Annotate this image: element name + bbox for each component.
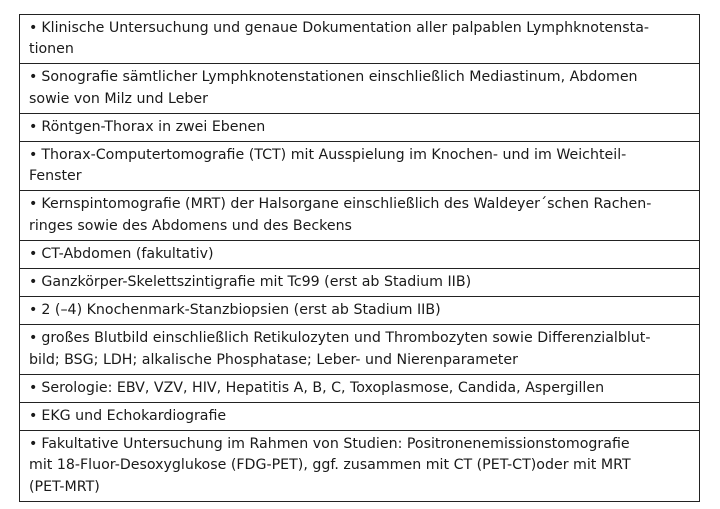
bullet: • bbox=[29, 245, 38, 262]
bullet: • bbox=[29, 147, 38, 164]
table-row bbox=[20, 403, 699, 431]
table-row bbox=[20, 64, 699, 113]
row-text: Serologie: EBV, VZV, HIV, Hepatitis A, B, C, Toxoplasmose, Candida, Aspergillen bbox=[41, 379, 605, 396]
row-text: EKG und Echokardiografie bbox=[41, 408, 227, 425]
row-text: CT-Abdomen (fakultativ) bbox=[41, 245, 214, 262]
table-row bbox=[20, 297, 699, 325]
table-row bbox=[20, 325, 699, 374]
table-row bbox=[20, 114, 699, 142]
row-text: 2 (–4) Knochenmark-Stanzbiopsien (erst ab Stadium IIB) bbox=[41, 302, 441, 319]
table-row bbox=[20, 375, 699, 403]
bullet: • bbox=[29, 20, 38, 36]
bullet: • bbox=[29, 274, 38, 291]
row-text: Klinische Untersuchung und genaue Dokumentation aller palpablen Lymphknotensta- tionen bbox=[29, 20, 650, 58]
bullet: • bbox=[29, 118, 38, 135]
bullet: • bbox=[29, 330, 38, 347]
row-text: Sonografie sämtlicher Lymphknotenstationen einschließlich Mediastinum, Abdomen sowie von Milz und Leber bbox=[29, 69, 638, 107]
row-text: Ganzkörper-Skelettszintigrafie mit Tc99 (erst ab Stadium IIB) bbox=[41, 274, 472, 291]
row-text: Röntgen-Thorax in zwei Ebenen bbox=[41, 118, 266, 135]
table-row bbox=[20, 269, 699, 297]
bullet: • bbox=[29, 69, 38, 86]
row-text: großes Blutbild einschließlich Retikulozyten und Thrombozyten sowie Differenzialblut- bild; BSG; LDH; alkalische Phosphatase; Leber- und Nierenparameter bbox=[29, 330, 651, 368]
diagnostics-table bbox=[19, 14, 700, 502]
table-row bbox=[20, 142, 699, 191]
bullet: • bbox=[29, 379, 38, 396]
row-text: Kernspintomografie (MRT) der Halsorgane einschließlich des Waldeyer´schen Rachen- ringes sowie des Abdomens und des Beckens bbox=[29, 196, 652, 234]
bullet: • bbox=[29, 436, 38, 453]
row-text: Thorax-Computertomografie (TCT) mit Ausspielung im Knochen- und im Weichteil- Fenster bbox=[29, 147, 627, 185]
row-text: Fakultative Untersuchung im Rahmen von Studien: Positronenemissionstomografie mit 18-Fluor-Desoxyglukose (FDG-PET), ggf. zusammen mit CT (PET-CT)oder mit MRT (PET-MRT) bbox=[29, 436, 631, 495]
table-row bbox=[20, 15, 699, 64]
bullet: • bbox=[29, 196, 38, 213]
table-row bbox=[20, 241, 699, 269]
table-row bbox=[20, 191, 699, 240]
bullet: • bbox=[29, 302, 38, 319]
bullet: • bbox=[29, 408, 38, 425]
table-row bbox=[20, 431, 699, 501]
